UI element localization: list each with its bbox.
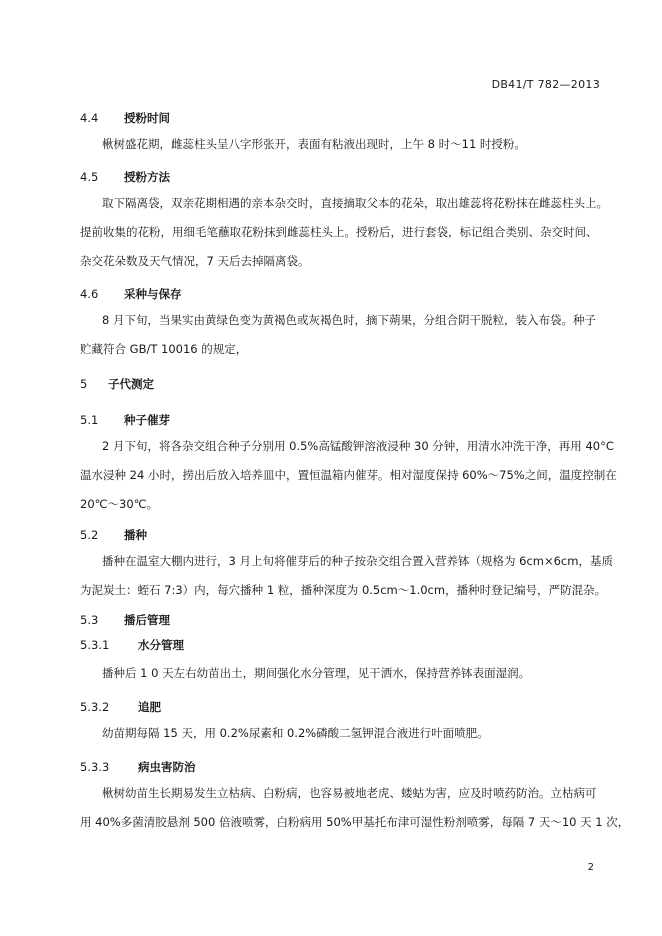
paragraph-5-1-line-1: 2 月下旬，将各杂交组合种子分别用 0.5%高锰酸钾溶液浸种 30 分钟，用清水冲洗干净，再用 40°C xyxy=(102,439,614,453)
standard-code: DB41/T 782—2013 xyxy=(491,78,600,91)
section-heading-5-3 xyxy=(80,612,170,628)
page-number: 2 xyxy=(587,862,594,873)
section-title: 播种 xyxy=(124,528,147,542)
section-number: 5.3.2 xyxy=(80,700,110,714)
section-heading-5 xyxy=(80,376,154,392)
section-number: 5.3.1 xyxy=(80,638,110,652)
paragraph-4-5-line-2: 提前收集的花粉，用细毛笔蘸取花粉抹到雌蕊柱头上。授粉后，进行套袋，标记组合类别、杂交时间、 xyxy=(80,225,598,239)
paragraph-5-3-1-line-1: 播种后 1 0 天左右幼苗出土，期间强化水分管理，见干洒水，保持营养钵表面湿润。 xyxy=(102,666,531,680)
section-heading-5-3-2 xyxy=(80,699,161,715)
section-heading-5-1 xyxy=(80,412,170,428)
paragraph-4-5-line-3: 杂交花朵数及天气情况，7 天后去掉隔离袋。 xyxy=(80,254,310,268)
section-title: 采种与保存 xyxy=(124,287,182,301)
section-title: 病虫害防治 xyxy=(138,760,196,774)
section-heading-5-3-1 xyxy=(80,637,184,653)
paragraph-5-1-line-3: 20℃～30℃。 xyxy=(80,497,159,511)
section-heading-5-2 xyxy=(80,527,147,543)
paragraph-5-3-3-line-2: 用 40%多菌清胶悬剂 500 倍液喷雾，白粉病用 50%甲基托布津可湿性粉剂喷雾，每隔 7 天～10 天 1 次， xyxy=(80,815,630,829)
section-title: 水分管理 xyxy=(138,638,184,652)
section-number: 5.3 xyxy=(80,613,99,627)
section-title: 种子催芽 xyxy=(124,413,170,427)
section-number: 5.1 xyxy=(80,413,99,427)
paragraph-5-2-line-1: 播种在温室大棚内进行，3 月上旬将催芽后的种子按杂交组合置入营养钵（规格为 6cm×6cm，基质 xyxy=(102,554,613,568)
section-title: 授粉时间 xyxy=(124,111,170,125)
paragraph-5-2-line-2: 为泥炭土：蛭石 7:3）内，每穴播种 1 粒，播种深度为 0.5cm～1.0cm，播种时登记编号，严防混杂。 xyxy=(80,583,607,597)
paragraph-5-1-line-2: 温水浸种 24 小时，捞出后放入培养皿中，置恒温箱内催芽。相对湿度保持 60%～75%之间，温度控制在 xyxy=(80,468,617,482)
paragraph-4-5-line-1: 取下隔离袋，双亲花期相遇的亲本杂交时，直接摘取父本的花朵，取出雄蕊将花粉抹在雌蕊柱头上。 xyxy=(102,196,608,210)
section-title: 播后管理 xyxy=(124,613,170,627)
section-heading-4-6 xyxy=(80,286,182,302)
paragraph-5-3-2-line-1: 幼苗期每隔 15 天，用 0.2%尿素和 0.2%磷酸二氢钾混合液进行叶面喷肥。 xyxy=(102,726,489,740)
section-title: 授粉方法 xyxy=(124,170,170,184)
paragraph-4-4-line-1: 楸树盛花期，雌蕊柱头呈八字形张开，表面有粘液出现时，上午 8 时～11 时授粉。 xyxy=(102,137,526,151)
paragraph-4-6-line-2: 贮藏符合 GB/T 10016 的规定， xyxy=(80,342,248,356)
section-number: 5.3.3 xyxy=(80,760,110,774)
paragraph-5-3-3-line-1: 楸树幼苗生长期易发生立枯病、白粉病，也容易被地老虎、蝼蛄为害，应及时喷药防治。立枯病可 xyxy=(102,786,597,800)
section-number: 5.2 xyxy=(80,528,99,542)
section-heading-5-3-3 xyxy=(80,759,196,775)
section-heading-4-5 xyxy=(80,169,170,185)
section-heading-4-4 xyxy=(80,110,170,126)
section-number: 4.6 xyxy=(80,287,99,301)
section-number: 5 xyxy=(80,377,88,391)
section-number: 4.5 xyxy=(80,170,99,184)
paragraph-4-6-line-1: 8 月下旬，当果实由黄绿色变为黄褐色或灰褐色时，摘下蒴果，分组合阴干脱粒，装入布袋。种子 xyxy=(102,313,596,327)
section-title: 追肥 xyxy=(138,700,161,714)
section-title: 子代测定 xyxy=(108,377,154,391)
section-number: 4.4 xyxy=(80,111,99,125)
